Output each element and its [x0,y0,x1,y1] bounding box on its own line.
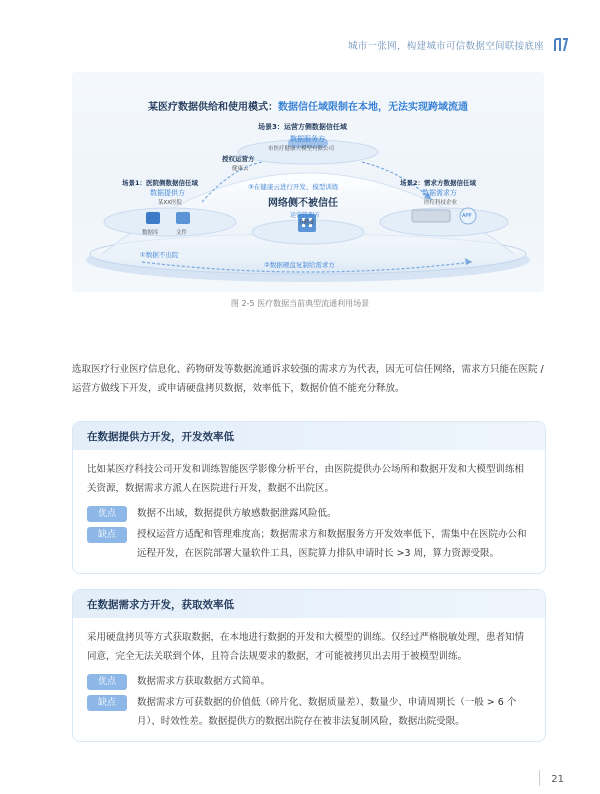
figure-title-highlight: 数据信任域限制在本地，无法实现跨域流通 [278,102,468,113]
box-description: 采用硬盘拷贝等方式获取数据，在本地进行数据的开发和大模型的训练。仅经过严格脱敏处理，患者知情同意，完全无法关联到个体，且符合法规要求的数据，才可能被拷贝出去用于被模型训练。 [87,632,525,662]
info-box-provider-dev [72,421,546,574]
app-icon: APP [462,213,472,219]
center-title: 网络侧不被信任 [268,198,338,209]
cons-text: 授权运营方适配和管理难度高；数据需求方和数据服务方开发效率低下，需集中在医院办公和远程开发，在医院部署大量软件工具，医院算力排队申请时长 >3 周，算力资源受限。 [137,529,527,559]
pros-badge: 优点 [87,506,127,522]
center-ops-sub: 卫健委 [298,220,315,226]
scene1-org: 某XX医院 [158,200,183,206]
cons-text: 数据需求方可获数据的价值低（碎片化、数据质量差）、数量少、申请周期长（一般 > 6 个月）、时效性差。数据提供方的数据出院存在被非法复制风险，数据出院受限。 [137,697,517,727]
figure-diagram [72,72,544,292]
box-title: 在数据提供方开发，开发效率低 [73,422,545,450]
box-title: 在数据需求方开发，获取效率低 [73,590,545,618]
scene1-provider: 数据提供方 [150,189,185,197]
scene1-db-label: 数据库 [142,230,159,236]
pros-badge: 优点 [87,674,127,690]
step3-label: ③在健康云进行开发、模型训练 [248,183,339,191]
scene2-title: 场景2：需求方数据信任域 [400,179,477,187]
intro-paragraph: 选取医疗行业医疗信息化、药物研发等数据流通诉求较强的需求方为代表，因无可信任网络，需求方只能在医院 / 运营方做线下开发，或申请硬盘拷贝数据，效率低下，数据价值不能充分释放。 [72,364,544,394]
scene3-service: 数据服务方 [290,135,325,143]
figure-title-prefix: 某医疗数据供给和使用模式： [148,102,278,113]
center-ops: 运营管理方 [290,212,321,219]
auth-sub: 健康云 [232,166,249,172]
page-header [348,36,570,54]
pros-row [87,504,531,523]
step1-label: ①数据不出院 [140,251,179,259]
scene2-org: 医疗科技企业 [424,200,458,206]
pros-row [87,672,531,691]
scene1-title: 场景1：医院侧数据信任域 [122,179,199,187]
cons-badge: 缺点 [87,695,127,711]
brand-logo-icon [552,36,570,54]
scene2-demand: 数据需求方 [422,189,457,197]
page-number-divider [539,770,540,786]
cons-row [87,525,531,563]
info-box-demand-dev [72,589,546,742]
scene3-title: 场景3：运营方侧数据信任域 [258,123,347,131]
auth-label: 授权运营方 [222,155,255,163]
figure-caption: 图 2-5 医疗数据当前典型流通利用场景 [230,299,370,308]
pros-text: 数据不出域，数据提供方敏感数据泄露风险低。 [137,508,337,519]
page-number: 21 [551,774,564,785]
pros-text: 数据需求方获取数据方式简单。 [137,676,271,687]
cons-row [87,693,531,731]
header-text: 城市一张网，构建城市可信数据空间联接底座 [347,41,544,52]
scene1-file-label: 文件 [176,230,188,236]
step2-label: ②数据硬盘复制给需求方 [264,261,335,269]
scene3-company: 市医疗健康大模型有限公司 [268,146,335,152]
box-description: 比如某医疗科技公司开发和训练智能医学影像分析平台，由医院提供办公场所和数据开发和大模型训练相关资源，数据需求方派人在医院进行开发，数据不出院区。 [87,464,525,494]
cons-badge: 缺点 [87,527,127,543]
